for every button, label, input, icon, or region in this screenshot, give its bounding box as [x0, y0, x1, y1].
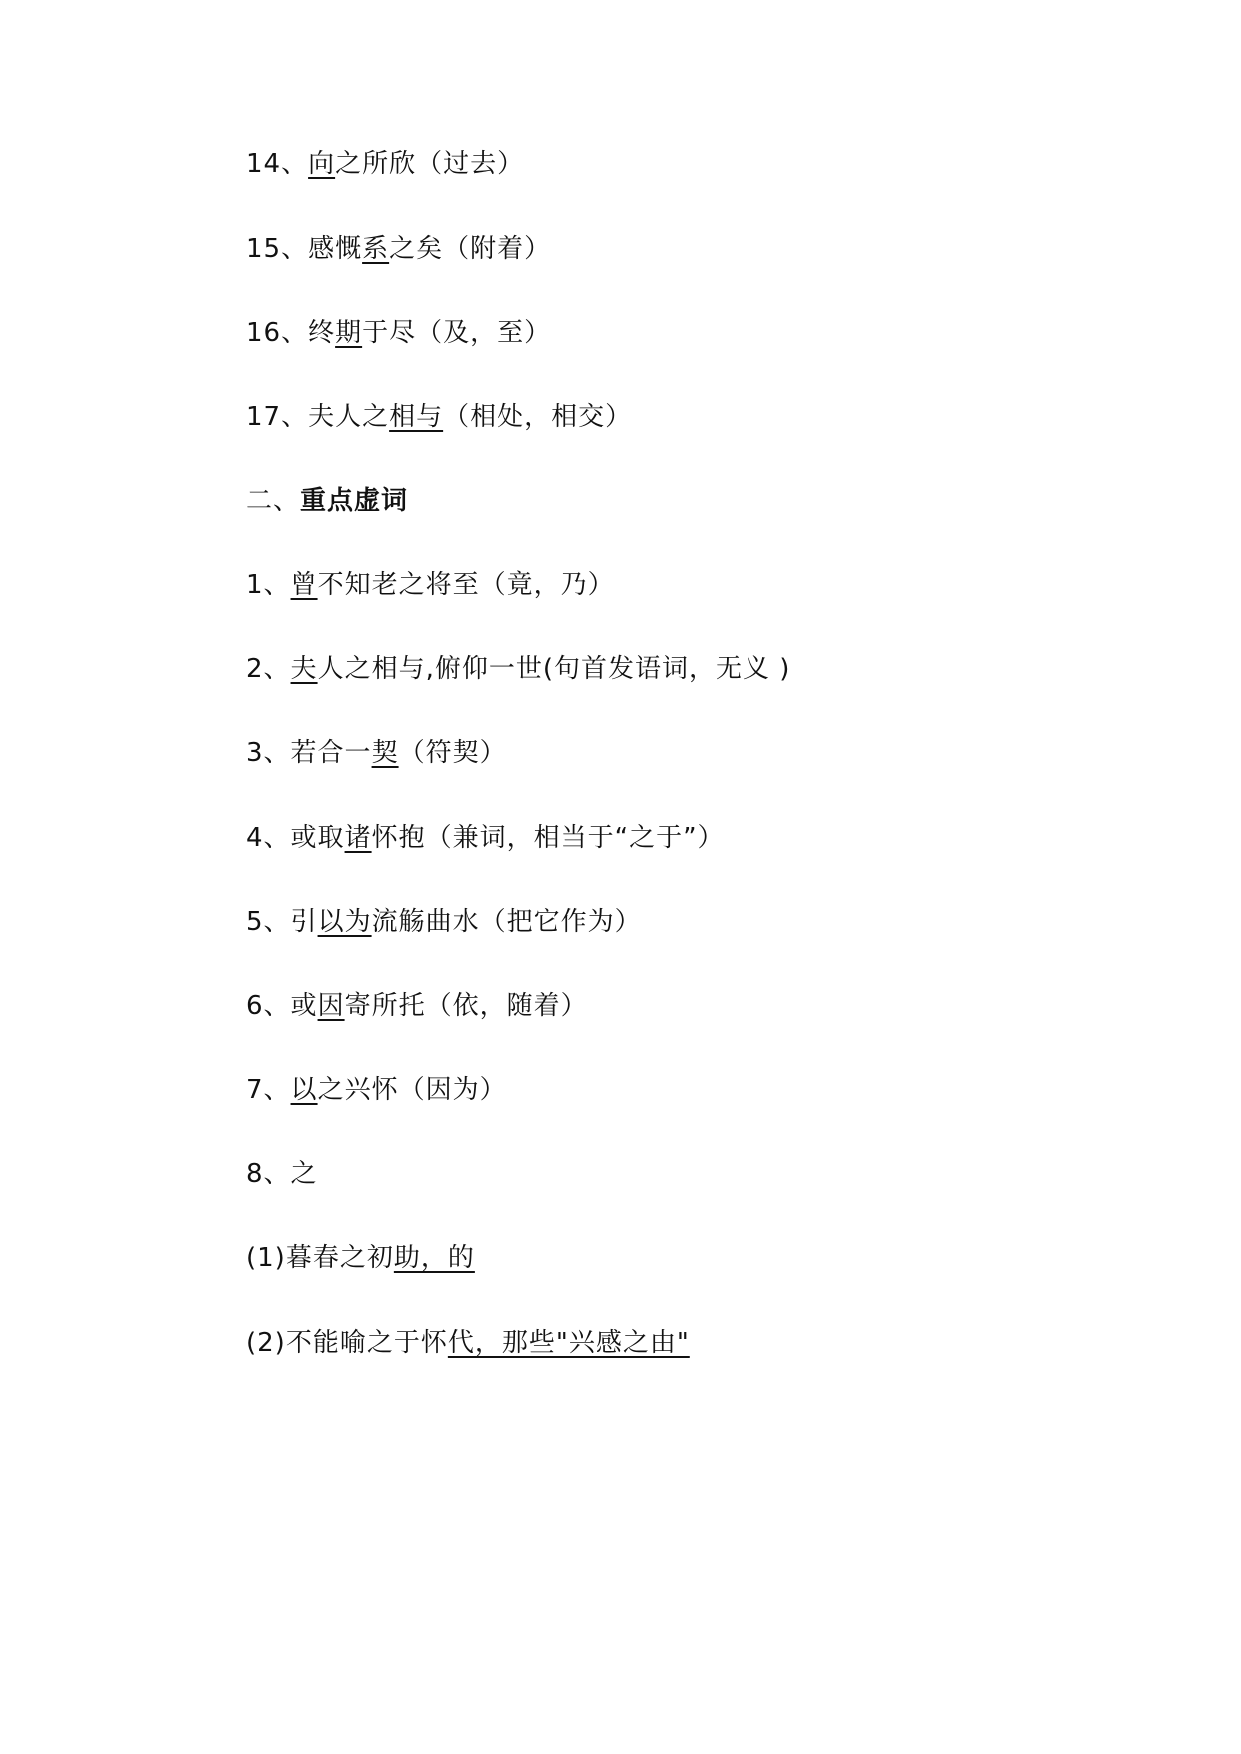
- item-text-post: 于尽: [362, 318, 417, 348]
- list-item: [246, 400, 632, 434]
- item-number: 14、: [246, 149, 309, 179]
- sub-item-number: (2): [246, 1328, 286, 1358]
- key-word: 系: [362, 234, 390, 264]
- list-item: [246, 821, 725, 855]
- key-word: 相与: [389, 402, 444, 432]
- item-note: （相处，相交）: [443, 402, 633, 432]
- sub-item-explanation: 代，那些"兴感之由": [447, 1328, 690, 1358]
- item-text-post: 寄所托: [344, 991, 426, 1021]
- list-item: [246, 905, 642, 939]
- item-note: （兼词，相当于“之于”）: [425, 823, 725, 853]
- section-title: 重点虚词: [300, 486, 409, 516]
- item-number: 6、: [246, 991, 291, 1021]
- section-number: 二、: [246, 486, 301, 516]
- key-word: 夫: [290, 654, 318, 684]
- item-number: 16、: [246, 318, 309, 348]
- item-number: 4、: [246, 823, 291, 853]
- key-word: 向: [308, 149, 336, 179]
- item-text-post: 之矣: [389, 234, 444, 264]
- item-text-post: 之兴怀: [317, 1075, 399, 1105]
- key-word: 因: [317, 991, 345, 1021]
- item-number: 3、: [246, 738, 291, 768]
- list-item: [246, 736, 507, 770]
- list-item: [246, 316, 551, 350]
- item-text-post: 不知老之将至: [317, 570, 480, 600]
- sub-item-text: 不能喻之于怀: [285, 1328, 448, 1358]
- item-note: （附着）: [443, 234, 552, 264]
- item-note: （依，随着）: [425, 991, 588, 1021]
- sub-item-explanation: 助，的: [393, 1243, 475, 1273]
- item-text-post: 人之相与,俯仰一世: [317, 654, 543, 684]
- item-number: 1、: [246, 570, 291, 600]
- list-item: [246, 1157, 318, 1191]
- key-word: 以为: [317, 907, 372, 937]
- key-word: 期: [335, 318, 363, 348]
- sub-item: [246, 1241, 475, 1275]
- list-item: [246, 147, 524, 181]
- key-word: 以: [290, 1075, 318, 1105]
- item-note: （因为）: [398, 1075, 507, 1105]
- item-number: 8、: [246, 1159, 291, 1189]
- item-text-pre: 若合一: [290, 738, 372, 768]
- item-text-pre: 或: [290, 991, 318, 1021]
- item-text-pre: 终: [308, 318, 336, 348]
- sub-item: [246, 1326, 690, 1360]
- item-text-post: 之所欣: [335, 149, 417, 179]
- item-number: 2、: [246, 654, 291, 684]
- item-note: （符契）: [398, 738, 507, 768]
- item-text-pre: 感慨: [308, 234, 363, 264]
- key-word: 契: [371, 738, 399, 768]
- item-note: (句首发语词，无义 ): [542, 654, 791, 684]
- item-note: （把它作为）: [479, 907, 642, 937]
- item-text-pre: 引: [290, 907, 318, 937]
- item-note: （及，至）: [416, 318, 552, 348]
- list-item: [246, 989, 588, 1023]
- sub-item-text: 暮春之初: [285, 1243, 394, 1273]
- item-note: （竟，乃）: [479, 570, 615, 600]
- item-text-pre: 夫人之: [308, 402, 390, 432]
- item-text-pre: 或取: [290, 823, 345, 853]
- item-text-post: 怀抱: [371, 823, 426, 853]
- item-number: 17、: [246, 402, 309, 432]
- section-heading: [246, 484, 408, 518]
- list-item: [246, 1073, 507, 1107]
- list-item: [246, 652, 790, 686]
- list-item: [246, 568, 615, 602]
- item-text-post: 流觞曲水: [371, 907, 480, 937]
- item-text: 之: [290, 1159, 318, 1189]
- item-number: 5、: [246, 907, 291, 937]
- sub-item-number: (1): [246, 1243, 286, 1273]
- item-number: 7、: [246, 1075, 291, 1105]
- key-word: 曾: [290, 570, 318, 600]
- item-number: 15、: [246, 234, 309, 264]
- list-item: [246, 232, 551, 266]
- item-note: （过去）: [416, 149, 525, 179]
- key-word: 诸: [344, 823, 372, 853]
